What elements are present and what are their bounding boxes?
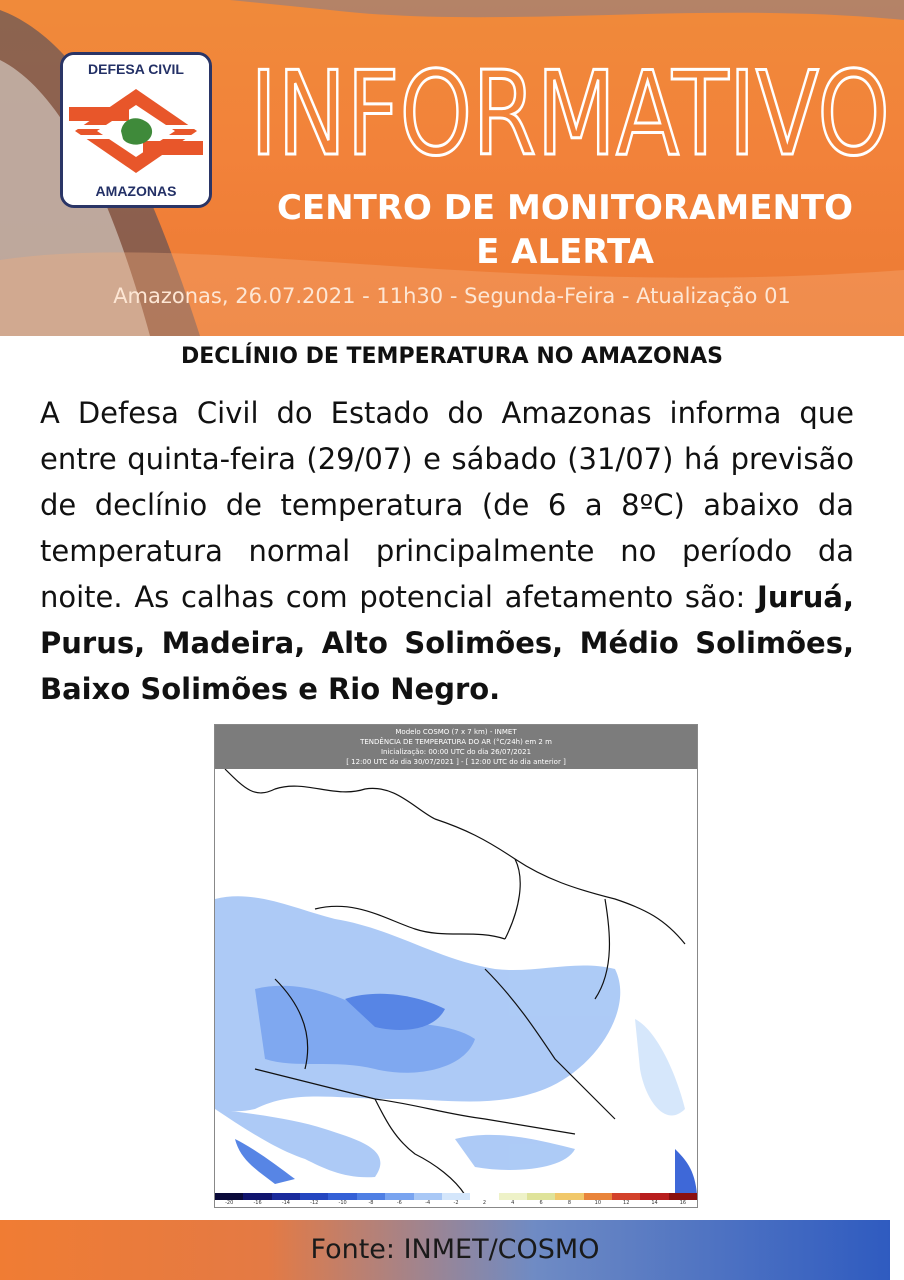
logo-bottom-text: AMAZONAS bbox=[63, 177, 209, 205]
legend-swatch bbox=[300, 1193, 328, 1200]
legend-tick-label: 4 bbox=[511, 1200, 515, 1206]
legend-tick-label: 10 bbox=[594, 1200, 602, 1206]
logo-top-text: DEFESA CIVIL bbox=[63, 55, 209, 83]
legend-ticks bbox=[215, 1200, 697, 1207]
legend-tick-label: -10 bbox=[338, 1200, 347, 1206]
legend-swatch bbox=[357, 1193, 385, 1200]
legend-tick-label: 6 bbox=[539, 1200, 543, 1206]
legend-tick-label: 8 bbox=[567, 1200, 572, 1206]
legend-swatch bbox=[243, 1193, 271, 1200]
legend-tick-label: -14 bbox=[281, 1200, 290, 1206]
legend-swatch bbox=[640, 1193, 668, 1200]
article-intro-text: A Defesa Civil do Estado do Amazonas informa que entre quinta-feira (29/07) e sábado (31/07) há previsão de declínio de temperatura (de 6 a 8ºC) abaixo da temperatura normal principalmente no período da noite. As calhas com potencial afetamento são: bbox=[40, 396, 854, 614]
civil-defense-emblem-icon bbox=[69, 85, 203, 177]
informativo-title-text: INFORMATIVO bbox=[250, 54, 890, 164]
article-affected-rivers: Juruá, Purus, Madeira, Alto Solimões, Médio Solimões, Baixo Solimões e Rio Negro. bbox=[40, 580, 854, 706]
subtitle-line-2: E ALERTA bbox=[476, 232, 654, 272]
temperature-forecast-map bbox=[214, 724, 698, 1208]
subtitle bbox=[250, 186, 880, 274]
map-header-line-1: Modelo COSMO (7 x 7 km) - INMET bbox=[395, 728, 517, 736]
legend-swatch bbox=[215, 1193, 243, 1200]
legend-swatch bbox=[527, 1193, 555, 1200]
legend-swatch bbox=[385, 1193, 413, 1200]
legend-tick-label: -16 bbox=[253, 1200, 262, 1206]
map-header-line-2: TENDÊNCIA DE TEMPERATURA DO AR (°C/24h) em 2 m bbox=[360, 738, 552, 746]
legend-color-bar bbox=[215, 1193, 697, 1200]
footer-source: Fonte: INMET/COSMO bbox=[310, 1234, 600, 1265]
legend-swatch bbox=[272, 1193, 300, 1200]
legend-swatch bbox=[470, 1193, 498, 1200]
map-header-line-3: Inicialização: 00:00 UTC do dia 26/07/2021 bbox=[380, 748, 532, 756]
legend-tick-label: -12 bbox=[310, 1200, 319, 1206]
defesa-civil-logo bbox=[60, 52, 212, 208]
legend-swatch bbox=[669, 1193, 697, 1200]
legend-tick-label: -2 bbox=[453, 1200, 459, 1206]
legend-tick-label: 2 bbox=[482, 1200, 486, 1206]
legend-tick-label: 14 bbox=[651, 1200, 658, 1206]
legend-swatch bbox=[442, 1193, 470, 1200]
legend-swatch bbox=[584, 1193, 612, 1200]
header-banner bbox=[0, 0, 904, 336]
legend-swatch bbox=[555, 1193, 583, 1200]
legend-tick-label: 16 bbox=[679, 1200, 687, 1206]
map-header-line-4: [ 12:00 UTC do dia 30/07/2021 ] - [ 12:00 UTC do dia anterior ] bbox=[346, 758, 566, 766]
article-body bbox=[40, 390, 854, 712]
legend-swatch bbox=[612, 1193, 640, 1200]
dateline: Amazonas, 26.07.2021 - 11h30 - Segunda-Feira - Atualização 01 bbox=[113, 284, 791, 308]
legend-swatch bbox=[499, 1193, 527, 1200]
map-legend bbox=[215, 1193, 697, 1207]
legend-tick-label: -8 bbox=[368, 1200, 374, 1206]
subtitle-line-1: CENTRO DE MONITORAMENTO bbox=[276, 188, 854, 228]
legend-tick-label: -4 bbox=[425, 1200, 431, 1206]
informativo-title bbox=[244, 54, 896, 164]
map-image bbox=[215, 769, 697, 1195]
legend-swatch bbox=[414, 1193, 442, 1200]
legend-tick-label: 12 bbox=[623, 1200, 630, 1206]
legend-swatch bbox=[328, 1193, 356, 1200]
legend-tick-label: -6 bbox=[396, 1200, 402, 1206]
legend-tick-label: -20 bbox=[225, 1200, 234, 1206]
article-headline: DECLÍNIO DE TEMPERATURA NO AMAZONAS bbox=[180, 344, 724, 369]
footer-bar bbox=[0, 1220, 890, 1280]
map-header bbox=[215, 725, 697, 769]
